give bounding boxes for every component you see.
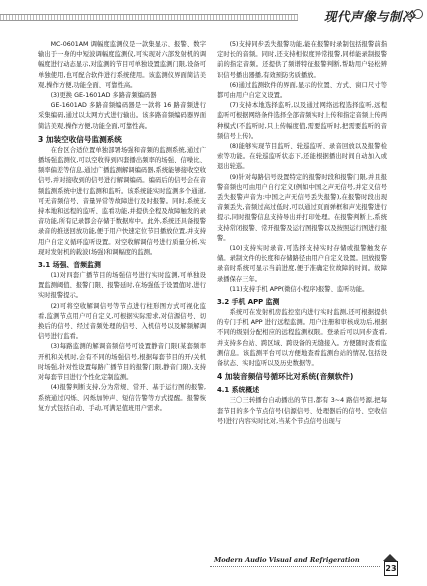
section-heading: 3 加装空收信号监测系统 (38, 134, 122, 144)
paragraph: (1)对四套广播节目的场强信号进行实时监测,可单独设置监测阈值、报警门限、报警延时,在场强低于设置值时,进行实时报警提示。 (38, 272, 206, 300)
paragraph: (5)支持同步丢失报警功能,能在报警时录制包括报警前指定时长的音频。同时,还支持相似度异常报警,同样能录制报警前的指定音频。还提供了频谱特征报警判断,帮助用户轻松辨识信号播出器播,有效预防劣质播放。 (217, 41, 387, 79)
left-column (38, 40, 206, 548)
home-icon (383, 554, 397, 561)
brand-emblem-icon (413, 9, 423, 19)
journal-brand-title: 现代声像与制冷 (323, 9, 415, 24)
subsection-heading: 3.2 手机 APP 监测 (217, 298, 280, 307)
header-decorative-bar (0, 14, 298, 21)
section-heading: 4 加装音频信号循环比对系统(音频软件) (217, 372, 354, 382)
journal-english-title: Modern Audio Visual and Refrigeration (214, 556, 360, 564)
paragraph: 在台区合适位置单独部署场强和音频的监测系统,通过广播场强监测仪,可以空收得到四套播出频率的场强、信噪比、频率偏差等信息,通过广播监测解调编码器,系统能够接收空收信号,并对接收到的信号进行解调编码。编码后的信号会在音频监测系统中进行监测和监听。该系统能实时监测多个通道,可无音频信号、音量异常等故障进行及时报警。同时,系统支持本地和远程的监听、监看功能,并提供全程及故障触发的录音功能,所有记录都会存储于数据库中。此外,系统还具备报警录音的推送回放功能,便于用户快速定位节目播放位置,并支持用户自定义循环监听设置。对空收解调信号进行质量分析,实现对发射机的载波(场强)和调幅度的监测。 (38, 146, 206, 256)
paragraph: (9)针对每路信号设置特定的报警时段和报警门限,并且报警音频也可由用户自行定义(例如中国之声无信号,并定义信号丢失报警声音为:中国之声无信号丢失报警),在报警时段出现音频丢失,音频过高过低时,可以通过页面弹框和声光报警进行提示,同时报警信息支持导出并打印处理。在报警判断上,系统支持常闭报警、常开报警及运行图报警以及按照运行图进行报警。 (217, 173, 387, 242)
paragraph: MC-0601AM 调幅度监测仪是一款集显示、报警、数字输出于一身的中短波调幅度监测仪,可实现对六部发射机的调幅度进行动态显示,对监测的节目可单独设置监测门限,设备可单独使用,也可配合软件进行系统使用。该监测仪界面简洁美观,操作方便,功能全面、可靠性高。 (38, 41, 206, 89)
footer-divider (210, 566, 380, 567)
paragraph: (10)支持实时录音,可选择支持实时存储或报警触发存储。录制文件的长度和存储路径由用户自定义设置。回放报警录音时系统可显示当前进度,便于准确定位故障的时间。故障录播保存三年。 (217, 245, 387, 283)
paragraph: (3)更换 GE-1601AD 多路音频编码器 (50, 92, 157, 100)
paragraph: (8)能够实现节目监听、轮巡监听、录音回放以及报警检索等功能。在轮巡监听状态下,还能根据播出时间自动加入或退出轮巡。 (217, 143, 387, 171)
paragraph: (6)通过监测软件的界面,显示的位置、方式、窗口尺寸等都可由用户自定义设置。 (217, 81, 387, 100)
right-column (217, 40, 387, 548)
paragraph: 系统可在发射机房监控室内进行实时监测,还可根据提供的专门手机 APP 进行远程监测。用户注册和审核成功后,根据不同的级别分配相应的远程监测权限。登录后可以同步查看,并支持多台站、跨区域、跨设备的无缝接入。方便随时查看监测信息。该监测平台可以方便地查看监测台站的情况,包括设备状态、实时监听以及历史数据等。 (217, 309, 387, 368)
paragraph: (2)可将空收解调信号等节点进行柱形图方式可视化监看,监测节点用户可自定义,可根据实际需求,对信源信号、切换后的信号、经过音频处理的信号、入机信号以及解频解调信号进行监看。 (38, 302, 206, 341)
paragraph: 三〇三转播台自动播出的节目,都有 3~4 路信号源,把每套节目的多个节点信号(信源信号、处理器后的信号、空收信号)进行内容实时比对,当某个节点信号出现与 (217, 397, 387, 425)
subsection-heading: 4.1 系统概述 (217, 386, 260, 395)
subsection-heading: 3.1 场强、音频监测 (38, 261, 101, 270)
paragraph: (7)支持本地选择监听,以及通过网络远程选择监听,远程监听可根据网络条件选择全部音频实时上传和指定音频上传两种模式(不监听时,只上传幅度值,需要监听时,把需要监听的音频信号上传)。 (217, 102, 387, 140)
paragraph: (4)报警判断支持,分为常规、常开、基于运行图的报警,系统通过闪烁、闪烁加钟声、短信告警等方式提醒。报警恢复方式包括自动、手动,可满足值班用户需求。 (38, 384, 206, 412)
paragraph: (3)每路监测的解调音频信号可设置静音门限(某套频率开机和关机时,会有不同的场强信号,根据每套节目的开/关机时场强,针对性设置每路广播节目的报警门限,静音门限),支持对每套节目进行个性化定制监测。 (38, 343, 206, 382)
page-number: 23 (384, 561, 398, 576)
paragraph: (11)支持手机 APP(微信小程序)报警、监听功能。 (229, 285, 369, 293)
paragraph: GE-1601AD 多路音频编码器是一款将 16 路音频进行采集编码,通过以太网方式进行输出。该多路音频编码器界面简洁美观,操作方便,功能全面,可靠性高。 (38, 102, 206, 130)
